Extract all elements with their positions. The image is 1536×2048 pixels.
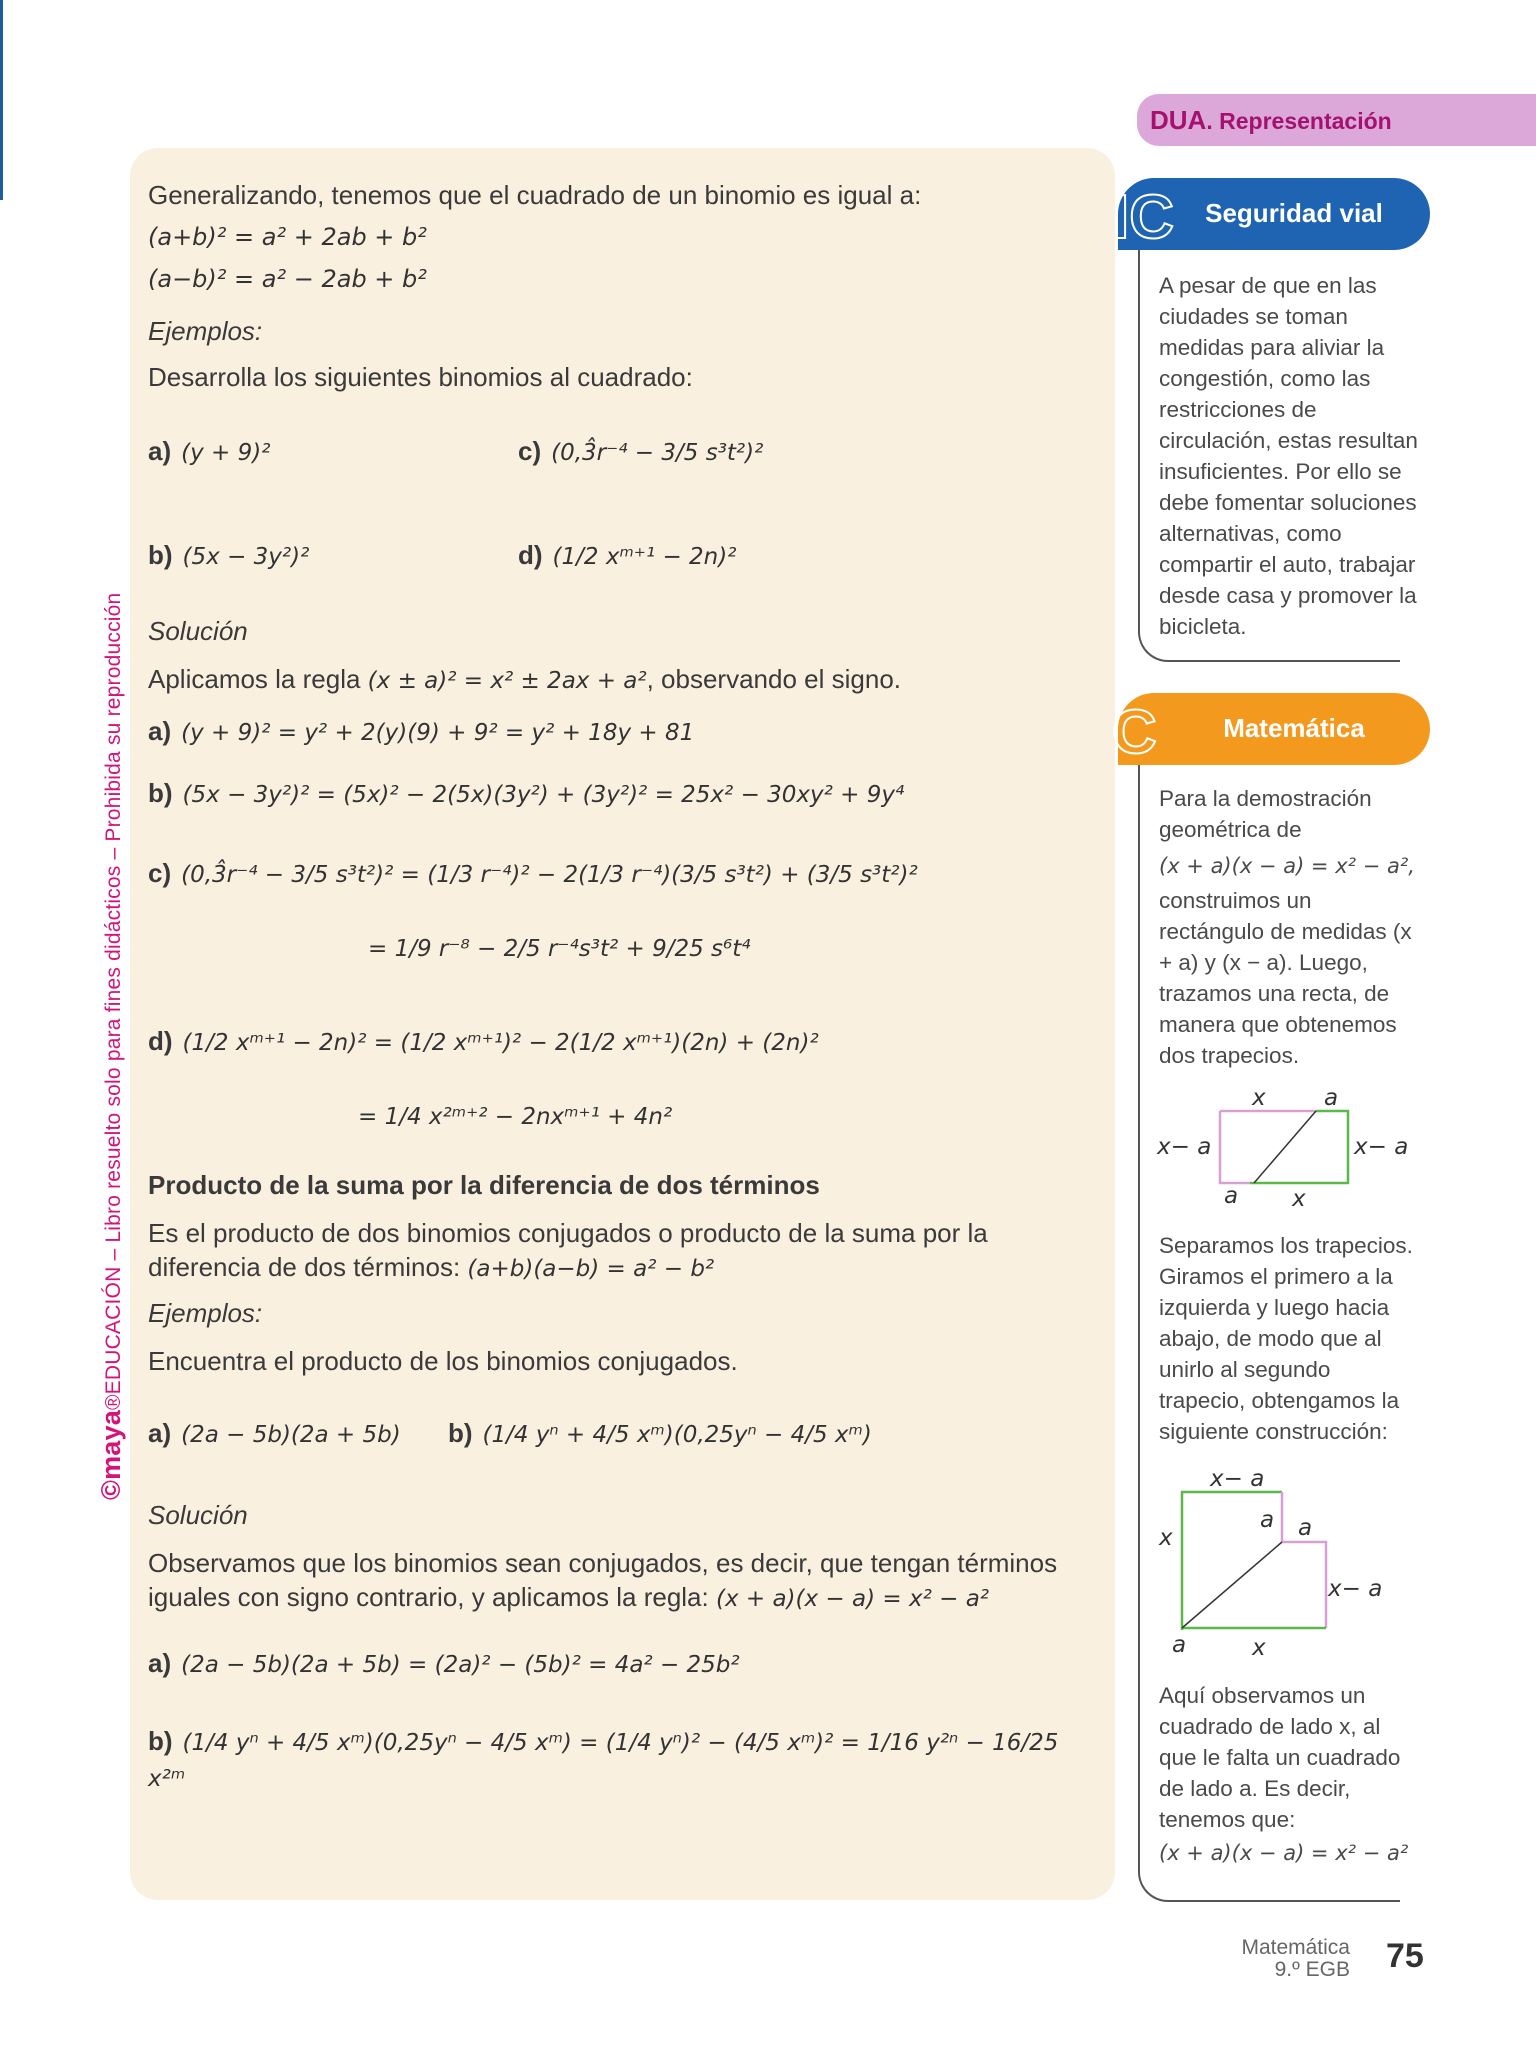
watermark-text: ®EDUCACIÓN – Libro resuelto solo para fines didácticos – Prohibida su reproducción: [102, 592, 125, 1411]
section-text: [148, 1216, 1098, 1286]
tab2-title: Matemática: [1223, 713, 1365, 743]
ex2-b: (1/4 yⁿ + 4/5 xᵐ)(0,25yⁿ − 4/5 xᵐ): [482, 1422, 872, 1448]
sol-a-expr: (y + 9)² = y² + 2(y)(9) + 9² = y² + 18y + 81: [181, 720, 695, 746]
ejemplos-heading: Ejemplos:: [148, 316, 263, 346]
sol2-b-label: b): [148, 1726, 173, 1756]
main-content: [148, 178, 1098, 1796]
fig1-green-edge: [1250, 1111, 1348, 1183]
dua-brand: DUA: [1150, 105, 1207, 135]
tab2-formula2: (x + a)(x − a) = x² − a²: [1159, 1841, 1409, 1865]
tab2-text3: Separamos los trapecios. Giramos el primero a la izquierda y luego hacia abajo, de modo que al unirlo al segundo trapecio, obtengamos la siguiente construcción:: [1159, 1233, 1413, 1444]
fig2-diagonal: [1182, 1542, 1282, 1628]
sol2-a: [148, 1646, 1098, 1682]
fig1-label-bot-a: a: [1224, 1183, 1239, 1209]
formula-sum: (a+b)² = a² + 2ab + b²: [148, 223, 427, 251]
c-icon: C: [1112, 698, 1157, 767]
tab1-text: A pesar de que en las ciudades se toman medidas para aliviar la congestión, como las restricciones de circulación, estas resultan insuficientes. Por ello se debe fomentar soluciones alternativas, como compartir el auto, trabajar desde casa y promover la bicicleta.: [1159, 273, 1418, 639]
rule-formula: (x ± a)² = x² ± 2ax + a²: [367, 668, 647, 694]
ejemplos-instruction: Desarrolla los siguientes binomios al cuadrado:: [148, 362, 693, 392]
dua-label: . Representación: [1206, 108, 1392, 134]
ex-b-label: b): [148, 540, 173, 570]
ex-d-label: d): [518, 540, 543, 570]
ejemplos2-instruction: Encuentra el producto de los binomios conjugados.: [148, 1346, 738, 1376]
dua-title: [1150, 105, 1392, 136]
footer-grade: 9.º EGB: [1274, 1958, 1350, 1981]
tab2-text2: construimos un rectángulo de medidas (x + a) y (x − a). Luego, trazamos una recta, de manera que obtenemos dos trapecios.: [1159, 888, 1412, 1068]
sol-b: [148, 776, 1098, 812]
ex-c: (0,3̂r⁻⁴ − 3/5 s³t²)²: [551, 440, 764, 466]
sol-d-expr-2: = 1/4 x²ᵐ⁺² − 2nxᵐ⁺¹ + 4n²: [358, 1104, 673, 1130]
square-figure-2: [1152, 1470, 1422, 1660]
ex-b: (5x − 3y²)²: [182, 544, 310, 570]
sol-d-line1: [148, 1024, 1098, 1060]
fig1-label-top-a: a: [1324, 1085, 1339, 1111]
formula-diff: (a−b)² = a² − 2ab + b²: [148, 265, 427, 293]
fig1-label-top-x: x: [1252, 1085, 1266, 1111]
ex-d: (1/2 xᵐ⁺¹ − 2n)²: [552, 544, 737, 570]
section-desc: Es el producto de dos binomios conjugados o producto de la suma por la diferencia de dos términos:: [148, 1218, 988, 1282]
tab-seguridad-vial: [1112, 178, 1430, 252]
sol-c-line1: [148, 856, 1098, 892]
sol2-a-expr: (2a − 5b)(2a + 5b) = (2a)² − (5b)² = 4a² − 25b²: [181, 1652, 740, 1678]
fig2-label-right: x− a: [1328, 1576, 1383, 1602]
ex2-a-label: a): [148, 1418, 172, 1448]
sol-d-label: d): [148, 1026, 173, 1056]
ex-a: (y + 9)²: [181, 440, 271, 466]
fig1-diagonal: [1254, 1111, 1316, 1183]
ejemplos2-heading: Ejemplos:: [148, 1298, 263, 1328]
fig1-label-left: x− a: [1157, 1134, 1212, 1160]
rule-prefix: Aplicamos la regla: [148, 664, 361, 694]
rule-line: [148, 662, 1098, 698]
fig1-pink-edge-left: [1220, 1111, 1250, 1183]
rule-suffix: , observando el signo.: [646, 664, 901, 694]
sol-c-expr-1: (0,3̂r⁻⁴ − 3/5 s³t²)² = (1/3 r⁻⁴)² − 2(1/3 r⁻⁴)(3/5 s³t²) + (3/5 s³t²)²: [181, 862, 918, 888]
tab2-text1: Para la demostración geométrica de: [1159, 786, 1372, 842]
tab2-formula1: (x + a)(x − a) = x² − a²,: [1159, 854, 1415, 878]
tab-matematica: [1112, 693, 1430, 767]
sol-d-expr-1: (1/2 xᵐ⁺¹ − 2n)² = (1/2 xᵐ⁺¹)² − 2(1/2 xᵐ⁺¹)(2n) + (2n)²: [182, 1030, 819, 1056]
sol2-b: [148, 1724, 1098, 1796]
sol-c-expr-2: = 1/9 r⁻⁸ − 2/5 r⁻⁴s³t² + 9/25 s⁶t⁴: [368, 936, 751, 962]
ex-a-label: a): [148, 436, 172, 466]
fig1-label-bot-x: x: [1292, 1186, 1306, 1210]
sol2-text: Observamos que los binomios sean conjugados, es decir, que tengan términos iguales con signo contrario, y aplicamos la regla:: [148, 1548, 1058, 1612]
footer-subject: [1220, 1937, 1350, 1981]
ic-icon: IC: [1112, 183, 1174, 252]
tab2-text4: Aquí observamos un cuadrado de lado x, al que le falta un cuadrado de lado a. Es decir, tenemos que:: [1159, 1683, 1401, 1832]
section-formula: (a+b)(a−b) = a² − b²: [467, 1256, 715, 1282]
fig1-label-right: x− a: [1354, 1134, 1409, 1160]
sol2-b-expr: (1/4 yⁿ + 4/5 xᵐ)(0,25yⁿ − 4/5 xᵐ) = (1/4 yⁿ)² − (4/5 xᵐ)² = 1/16 y²ⁿ − 16/25 x²ᵐ: [148, 1730, 1059, 1792]
ex2-a: (2a − 5b)(2a + 5b): [181, 1422, 401, 1448]
ex2-b-label: b): [447, 1418, 473, 1448]
sol-a-label: a): [148, 716, 172, 746]
fig2-pink-right: [1282, 1492, 1326, 1628]
sol2-rule: (x + a)(x − a) = x² − a²: [715, 1586, 990, 1612]
fig2-label-bot-a: a: [1172, 1632, 1187, 1658]
examples2-row: [148, 1416, 1098, 1452]
fig2-label-a2: a: [1298, 1515, 1313, 1541]
examples-row-2: [148, 538, 1098, 574]
copyright-watermark: [96, 593, 127, 1500]
sol-c-line2: [148, 930, 1098, 966]
section-heading: Producto de la suma por la diferencia de dos términos: [148, 1170, 820, 1200]
ex-c-label: c): [518, 436, 542, 466]
fig2-label-top: x− a: [1210, 1470, 1265, 1492]
fig2-label-bot-x: x: [1252, 1635, 1266, 1660]
page-number: 75: [1386, 1937, 1424, 1975]
sol-c-label: c): [148, 858, 172, 888]
intro-text: Generalizando, tenemos que el cuadrado de un binomio es igual a:: [148, 180, 922, 210]
sol2-a-label: a): [148, 1648, 172, 1678]
tab1-title: Seguridad vial: [1205, 198, 1383, 228]
sol-b-label: b): [148, 778, 173, 808]
brand-logo-text: ©maya: [96, 1410, 126, 1500]
footer-subject-name: Matemática: [1241, 1936, 1350, 1959]
fig2-label-left-x: x: [1159, 1525, 1173, 1551]
examples-row-1: [148, 434, 1098, 470]
solucion-heading: Solución: [148, 616, 248, 646]
sol2-text-line: [148, 1546, 1098, 1616]
solucion2-heading: Solución: [148, 1500, 248, 1530]
trapezoid-figure-1: [1152, 1085, 1422, 1210]
sol-a: [148, 714, 1098, 750]
sol-d-line2: [148, 1098, 1098, 1134]
sol-b-expr: (5x − 3y²)² = (5x)² − 2(5x)(3y²) + (3y²)² = 25x² − 30xy² + 9y⁴: [182, 782, 905, 808]
fig2-label-a1: a: [1260, 1507, 1275, 1533]
page-edge-line: [0, 0, 3, 200]
